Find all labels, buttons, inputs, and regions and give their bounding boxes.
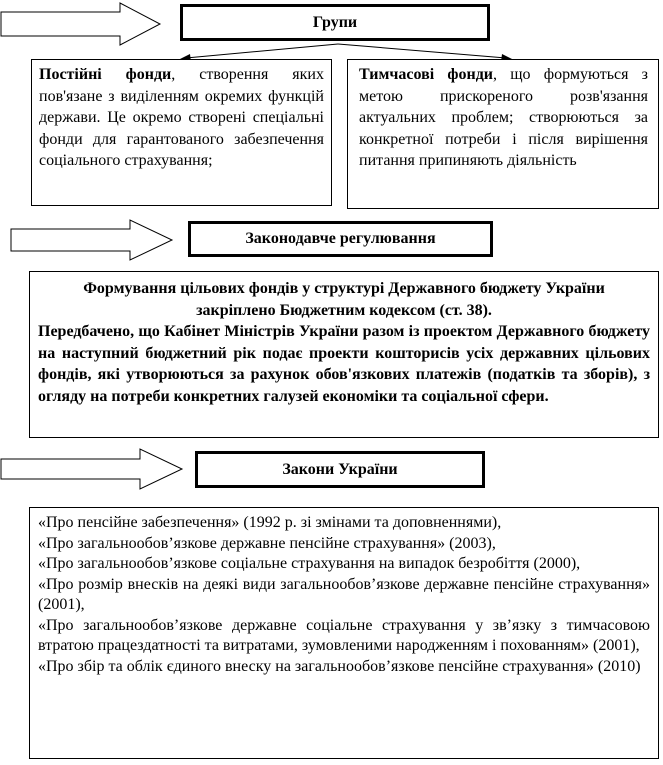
groups-header-label: Групи [312,13,358,31]
groups-header [180,4,490,41]
temporary-funds-title: Тимчасові фонди [359,66,494,83]
legislation-paragraph: Передбачено, що Кабінет Міністрів України разом із проектом Державного бюджету на наступний бюджетний рік подає проекти кошторисів усіх державних цільових фондів, які утворюються за рахунок обов'язкових платежів (податків та зборів), з огляду на потреби конкретних галузей економіки та соціальної сфери. [38,323,650,405]
permanent-funds-text [39,64,324,172]
permanent-funds-title: Постійні фонди [39,66,172,83]
connector-line-right [338,44,506,58]
legislation-line1: Формування цільових фондів у структурі Державного бюджету України закріплено [83,280,605,319]
connector-line-left [186,44,338,58]
law-item-1: «Про пенсійне забезпечення» (1992 р. зі змінами та доповненнями), [38,514,502,531]
law-item-3: «Про загальнообов’язкове соціальне страхування на випадок безробіття (2000), [38,555,581,572]
law-item-5: «Про загальнообов’язкове державне соціальне страхування у зв’язку з тимчасовою втратою працездатності та витратами, зумовленими народженням і похованням» (2001), [38,616,650,654]
legislation-box [29,271,659,438]
permanent-funds-box [31,59,332,206]
permanent-funds-description: , створення яких пов'язане з виділенням окремих функцій держави. Це окремо створені спеціальні фонди для гарантованого забезпечення соціального страхування; [39,66,324,169]
laws-header-label: Закони України [282,460,398,478]
block-arrow-laws [1,449,182,489]
legislation-header [188,221,493,257]
block-arrow-legislation [11,220,172,260]
legislation-budget-code-text [38,278,650,321]
temporary-funds-text [359,64,648,172]
laws-header [195,451,485,488]
legislation-line1-end: . [487,301,492,319]
block-arrow-groups [1,3,160,45]
legislation-header-label: Законодавче регулювання [245,230,436,247]
law-item-4: «Про розмір внесків на деякі види загальнообов’язкове державне пенсійне страхування» (2001), [38,575,650,613]
law-item-6: «Про збір та облік єдиного внеску на загальнообов’язкове пенсійне страхування» (2010) [38,657,641,675]
temporary-funds-box [347,59,659,209]
budget-code-reference: Бюджетним кодексом (ст. 38) [279,301,488,319]
law-item-2: «Про загальнообов’язкове державне пенсійне страхування» (2003), [38,534,496,552]
laws-box [29,507,659,759]
temporary-funds-description: , що формуються з метою прискореного розв'язання актуальних проблем; створюються за конкретної потреби і після вирішення питання припиняють діяльність [359,66,648,169]
